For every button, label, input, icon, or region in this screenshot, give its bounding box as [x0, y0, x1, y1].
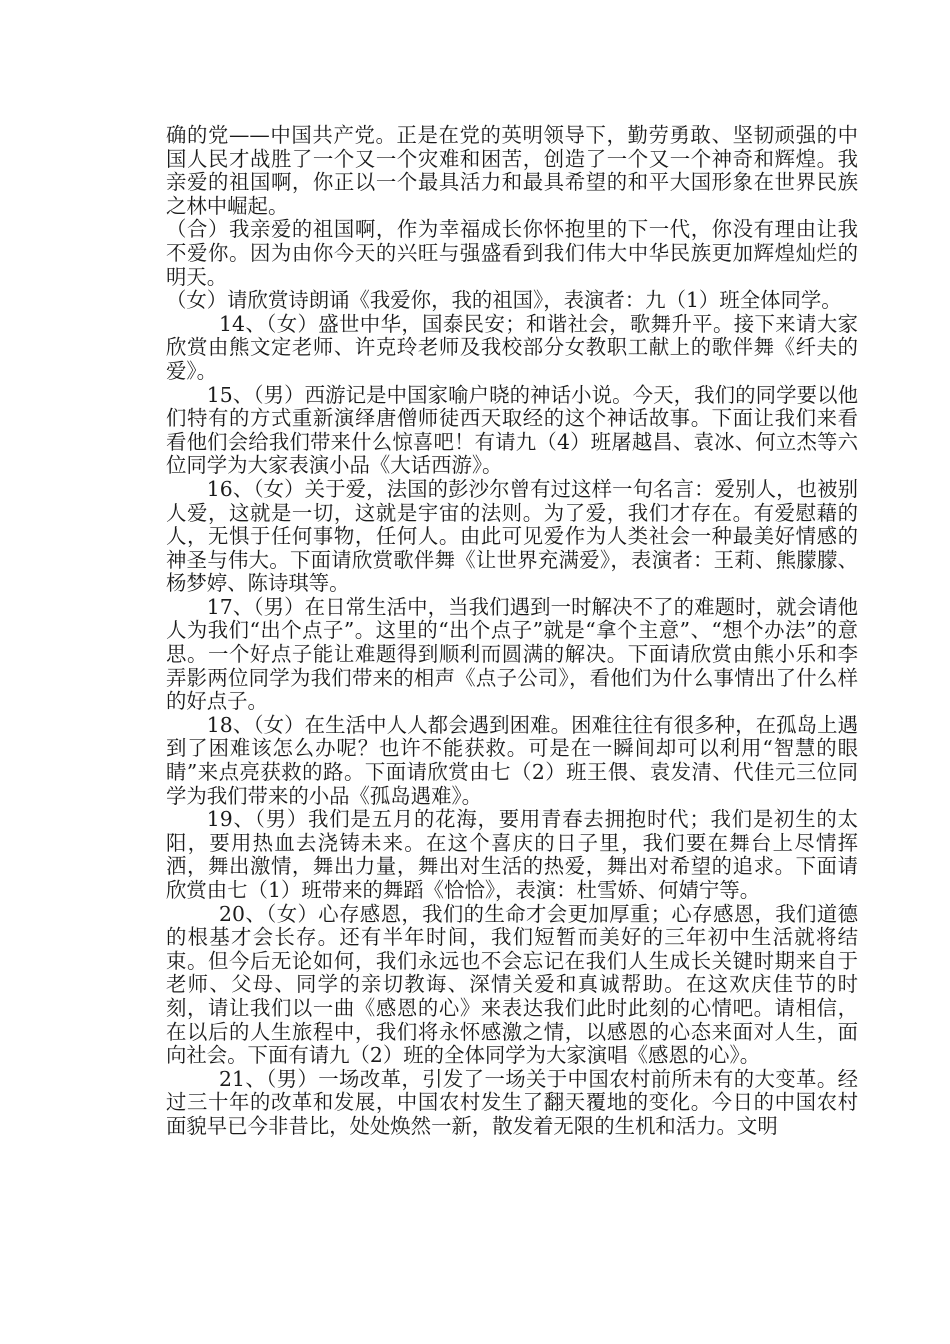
paragraph-item-14: 14、（女）盛世中华，国泰民安；和谐社会，歌舞升平。接下来请大家欣赏由熊文定老师、许克玲老师及我校部分女教职工献上的歌伴舞《纤夫的爱》。	[166, 311, 858, 383]
paragraph-item-20: 20、（女）心存感恩，我们的生命才会更加厚重；心存感恩，我们道德的根基才会长存。还有半年时间，我们短暂而美好的三年初中生活就将结束。但今后无论如何，我们永远也不会忘记在我们人生成长关键时期来自于老师、父母、同学的亲切教诲、深情关爱和真诚帮助。在这欢庆佳节的时刻，请让我们以一曲《感恩的心》来表达我们此时此刻的心情吧。请相信，在以后的人生旅程中，我们将永怀感激之情，以感恩的心态来面对人生，面向社会。下面有请九（2）班的全体同学为大家演唱《感恩的心》。	[166, 901, 858, 1068]
paragraph-item-16: 16、（女）关于爱，法国的彭沙尔曾有过这样一句名言：爱别人，也被别人爱，这就是一切，这就是宇宙的法则。为了爱，我们才存在。有爱慰藉的人，无惧于任何事物，任何人。由此可见爱作为人类社会一种最美好情感的神圣与伟大。下面请欣赏歌伴舞《让世界充满爱》，表演者：王莉、熊朦朦、杨梦婷、陈诗琪等。	[166, 476, 858, 596]
paragraph-item-15: 15、（男）西游记是中国家喻户晓的神话小说。今天，我们的同学要以他们特有的方式重新演绎唐僧师徒西天取经的这个神话故事。下面让我们来看看他们会给我们带来什么惊喜吧！有请九（4）班屠越昌、袁冰、何立杰等六位同学为大家表演小品《大话西游》。	[166, 382, 858, 478]
document-page	[166, 124, 858, 1139]
paragraph-item-21: 21、（男）一场改革，引发了一场关于中国农村前所未有的大变革。经过三十年的改革和发展，中国农村发生了翻天覆地的变化。今日的中国农村面貌早已今非昔比，处处焕然一新，散发着无限的生机和活力。文明	[166, 1066, 858, 1138]
paragraph-poem-recital: （女）请欣赏诗朗诵《我爱你，我的祖国》，表演者：九（1）班全体同学。	[166, 288, 842, 313]
paragraph-item-18: 18、（女）在生活中人人都会遇到困难。困难往往有很多种，在孤岛上遇到了困难该怎么办呢？也许不能获救。可是在一瞬间却可以利用“智慧的眼睛”来点亮获救的路。下面请欣赏由七（2）班王偎、袁发清、代佳元三位同学为我们带来的小品《孤岛遇难》。	[166, 712, 858, 808]
paragraph-chorus: （合）我亲爱的祖国啊，作为幸福成长你怀抱里的下一代，你没有理由让我不爱你。因为由你今天的兴旺与强盛看到我们伟大中华民族更加辉煌灿烂的明天。	[166, 217, 858, 289]
paragraph-party-leadership: 确的党——中国共产党。正是在党的英明领导下，勤劳勇敢、坚韧顽强的中国人民才战胜了一个又一个灾难和困苦，创造了一个又一个神奇和辉煌。我亲爱的祖国啊，你正以一个最具活力和最具希望的和平大国形象在世界民族之林中崛起。	[166, 123, 858, 218]
paragraph-item-19: 19、（男）我们是五月的花海，要用青春去拥抱时代；我们是初生的太阳，要用热血去浇铸未来。在这个喜庆的日子里，我们要在舞台上尽情挥洒，舞出激情，舞出力量，舞出对生活的热爱，舞出对希望的追求。下面请欣赏由七（1）班带来的舞蹈《恰恰》，表演：杜雪娇、何婧宁等。	[166, 807, 858, 902]
paragraph-item-17: 17、（男）在日常生活中，当我们遇到一时解决不了的难题时，就会请他人为我们“出个点子”。这里的“出个点子”就是“拿个主意”、“想个办法”的意思。一个好点子能让难题得到顺利而圆满的解决。下面请欣赏由熊小乐和李弄影两位同学为我们带来的相声《点子公司》，看他们为什么事情出了什么样的好点子。	[166, 594, 858, 714]
